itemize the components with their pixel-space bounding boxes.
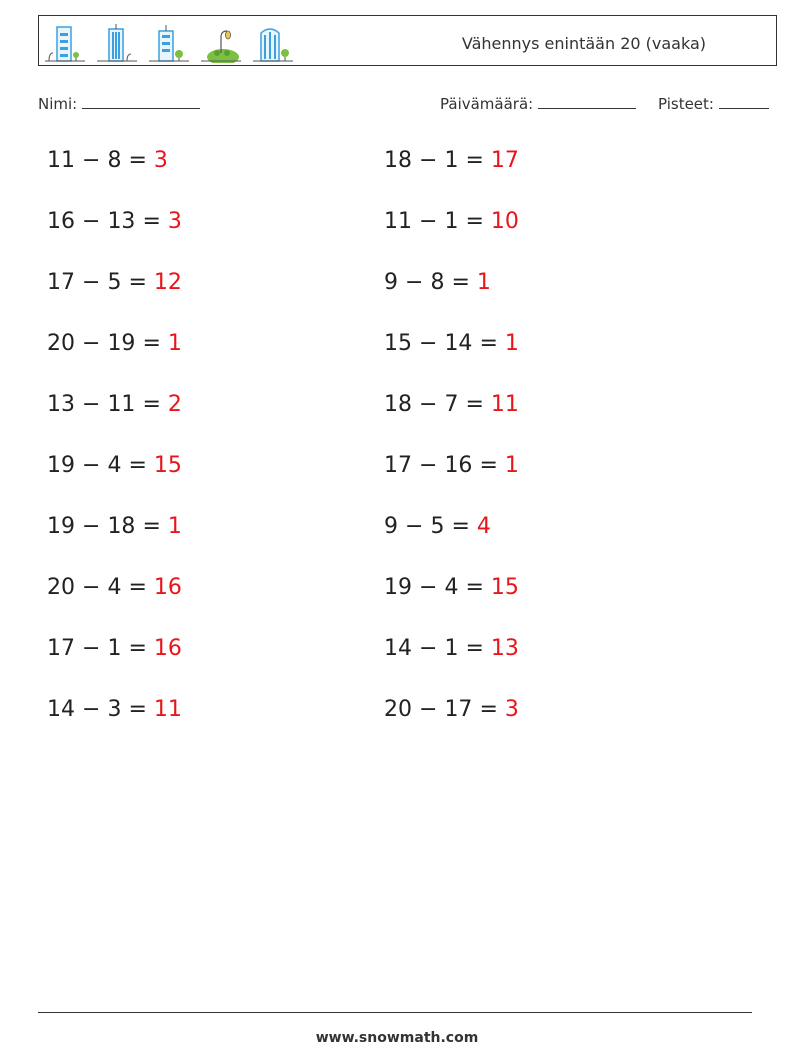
problem-equals: = (128, 453, 147, 478)
problem-subtrahend: 8 (430, 270, 445, 295)
problem-subtrahend: 1 (444, 209, 459, 234)
problem-item (384, 636, 519, 661)
problem-equals: = (142, 209, 161, 234)
problem-minuend: 14 (47, 697, 75, 722)
problem-item (47, 697, 182, 722)
problem-item (384, 575, 519, 600)
building-icon (253, 23, 293, 63)
problem-equals: = (128, 636, 147, 661)
problem-subtrahend: 17 (444, 697, 473, 722)
problem-subtrahend: 7 (444, 392, 459, 417)
problem-minuend: 9 (384, 514, 398, 539)
problem-answer: 11 (490, 392, 519, 417)
problem-subtrahend: 1 (444, 636, 459, 661)
problem-equals: = (465, 575, 484, 600)
problem-operator: − (82, 331, 101, 356)
problem-operator: − (419, 331, 438, 356)
problem-equals: = (128, 697, 147, 722)
problem-minuend: 16 (47, 209, 75, 234)
problem-item (47, 392, 182, 417)
problem-minuend: 19 (47, 453, 75, 478)
date-field (440, 94, 636, 113)
footer-divider (38, 1012, 752, 1013)
problem-item (47, 575, 182, 600)
problem-item (47, 514, 182, 539)
problem-operator: − (82, 636, 101, 661)
problem-equals: = (479, 331, 498, 356)
problem-operator: − (419, 697, 438, 722)
problem-subtrahend: 4 (444, 575, 459, 600)
problem-subtrahend: 14 (444, 331, 473, 356)
problem-operator: − (82, 514, 101, 539)
problem-subtrahend: 3 (107, 697, 122, 722)
problem-answer: 1 (504, 453, 519, 478)
name-line (82, 94, 200, 109)
problem-equals: = (451, 270, 470, 295)
problem-subtrahend: 4 (107, 453, 122, 478)
problem-operator: − (405, 514, 424, 539)
problem-answer: 15 (153, 453, 182, 478)
date-label: Päivämäärä: (440, 95, 534, 113)
problem-item (47, 331, 182, 356)
header-icons (45, 21, 293, 63)
problem-item (47, 209, 182, 234)
problem-answer: 3 (167, 209, 182, 234)
problem-minuend: 9 (384, 270, 398, 295)
problem-answer: 4 (476, 514, 491, 539)
problem-minuend: 20 (47, 575, 75, 600)
problem-item (384, 697, 519, 722)
problem-item (384, 270, 491, 295)
problem-operator: − (82, 392, 101, 417)
problem-equals: = (465, 636, 484, 661)
problem-subtrahend: 8 (107, 148, 122, 173)
problem-subtrahend: 5 (107, 270, 122, 295)
problem-equals: = (479, 697, 498, 722)
header-box (38, 15, 777, 66)
score-label: Pisteet: (658, 95, 714, 113)
problem-minuend: 17 (47, 270, 75, 295)
problem-minuend: 15 (384, 331, 412, 356)
problem-minuend: 11 (384, 209, 412, 234)
problem-equals: = (128, 575, 147, 600)
problem-equals: = (128, 270, 147, 295)
problem-minuend: 18 (384, 392, 412, 417)
problem-subtrahend: 1 (107, 636, 122, 661)
problem-equals: = (128, 148, 147, 173)
problem-item (384, 331, 519, 356)
problem-item (384, 148, 519, 173)
problem-minuend: 17 (384, 453, 412, 478)
problem-operator: − (82, 270, 101, 295)
problem-minuend: 19 (47, 514, 75, 539)
building-icon (149, 23, 189, 63)
problem-answer: 17 (490, 148, 519, 173)
score-field (658, 94, 769, 113)
park-icon (201, 23, 241, 63)
problem-equals: = (465, 148, 484, 173)
problem-minuend: 13 (47, 392, 75, 417)
problem-subtrahend: 1 (444, 148, 459, 173)
problem-answer: 3 (153, 148, 168, 173)
problem-item (47, 270, 182, 295)
problem-operator: − (419, 392, 438, 417)
problem-minuend: 14 (384, 636, 412, 661)
problem-operator: − (405, 270, 424, 295)
problem-operator: − (82, 575, 101, 600)
problem-subtrahend: 5 (430, 514, 445, 539)
problem-minuend: 20 (384, 697, 412, 722)
date-line (538, 94, 636, 109)
worksheet-title: Vähennys enintään 20 (vaaka) (461, 34, 706, 53)
problem-item (384, 453, 519, 478)
problem-operator: − (419, 575, 438, 600)
problem-equals: = (465, 209, 484, 234)
problem-item (47, 148, 168, 173)
name-label: Nimi: (38, 95, 78, 113)
problem-item (47, 636, 182, 661)
problem-answer: 12 (153, 270, 182, 295)
problem-operator: − (419, 148, 438, 173)
footer-url: www.snowmath.com (315, 1030, 479, 1046)
problem-item (384, 392, 519, 417)
problem-answer: 1 (167, 514, 182, 539)
problem-answer: 13 (490, 636, 519, 661)
problem-subtrahend: 4 (107, 575, 122, 600)
problem-subtrahend: 11 (107, 392, 136, 417)
problem-subtrahend: 19 (107, 331, 136, 356)
problem-answer: 16 (153, 636, 182, 661)
problem-operator: − (82, 697, 101, 722)
problem-operator: − (419, 453, 438, 478)
problem-subtrahend: 16 (444, 453, 473, 478)
problem-answer: 1 (476, 270, 491, 295)
problem-equals: = (142, 392, 161, 417)
problem-minuend: 20 (47, 331, 75, 356)
problem-item (384, 514, 491, 539)
problem-answer: 11 (153, 697, 182, 722)
problem-answer: 15 (490, 575, 519, 600)
problem-equals: = (479, 453, 498, 478)
problem-answer: 10 (490, 209, 519, 234)
building-icon (45, 23, 85, 63)
name-field (38, 94, 200, 113)
problem-operator: − (419, 209, 438, 234)
problem-equals: = (142, 514, 161, 539)
problem-equals: = (142, 331, 161, 356)
problem-item (47, 453, 182, 478)
problem-answer: 16 (153, 575, 182, 600)
problem-operator: − (82, 148, 101, 173)
problem-subtrahend: 13 (107, 209, 136, 234)
building-icon (97, 23, 137, 63)
problem-operator: − (82, 453, 101, 478)
problem-operator: − (82, 209, 101, 234)
problem-minuend: 19 (384, 575, 412, 600)
problem-subtrahend: 18 (107, 514, 136, 539)
problem-minuend: 11 (47, 148, 75, 173)
problem-item (384, 209, 519, 234)
problem-answer: 3 (504, 697, 519, 722)
problem-answer: 2 (167, 392, 182, 417)
problem-operator: − (419, 636, 438, 661)
problem-minuend: 18 (384, 148, 412, 173)
problem-equals: = (465, 392, 484, 417)
problem-answer: 1 (504, 331, 519, 356)
problem-minuend: 17 (47, 636, 75, 661)
problem-equals: = (451, 514, 470, 539)
score-line (719, 94, 769, 109)
problem-answer: 1 (167, 331, 182, 356)
